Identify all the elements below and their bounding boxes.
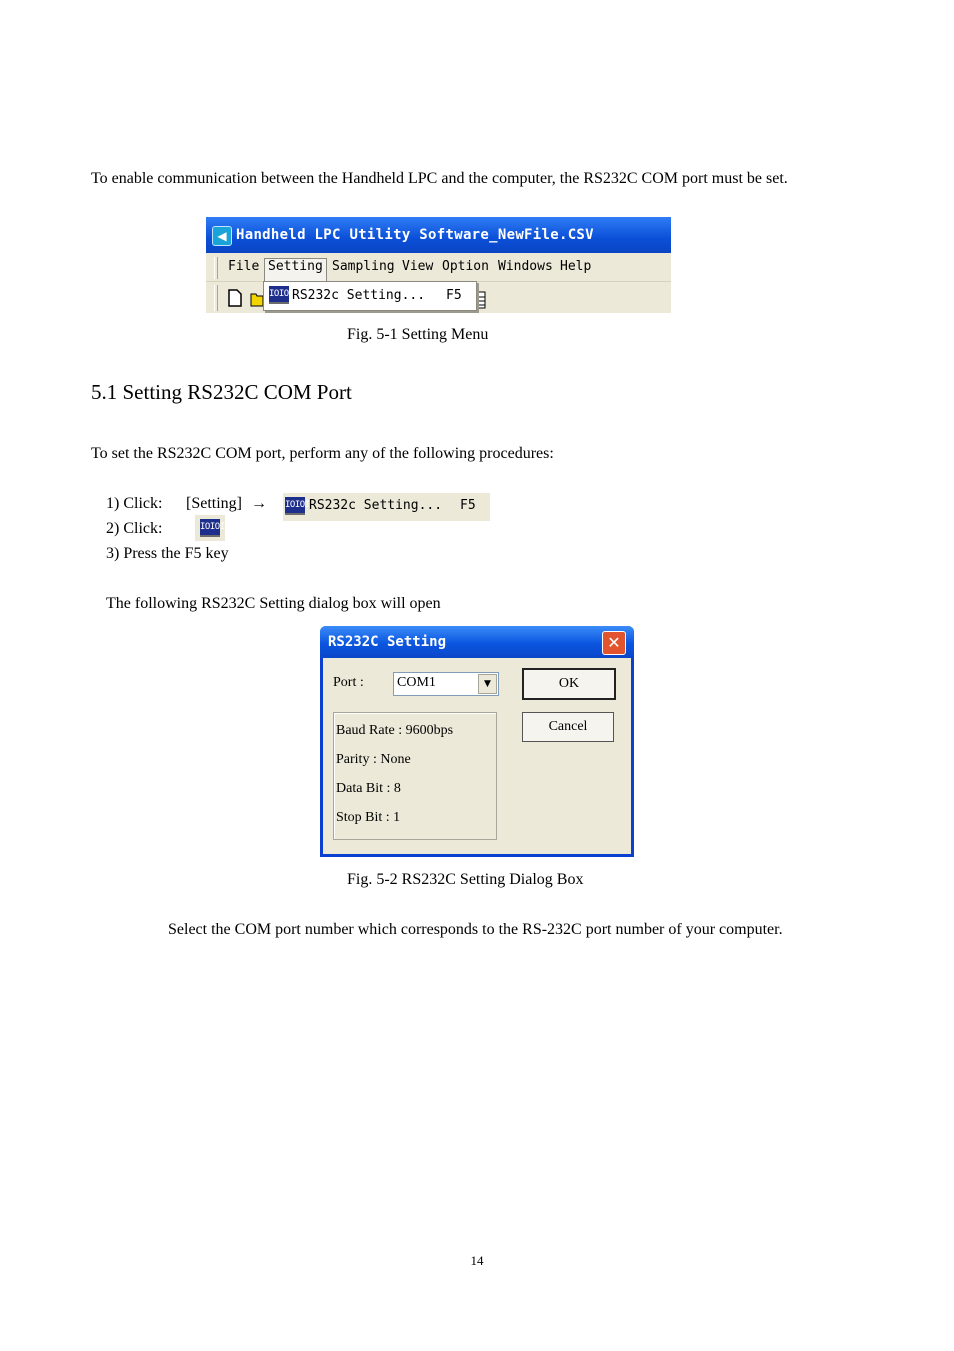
- ok-button[interactable]: OK: [522, 668, 616, 700]
- menu-bar: [206, 255, 671, 282]
- intro-paragraph: To enable communication between the Handheld LPC and the computer, the RS232C COM port must be set.: [91, 170, 788, 187]
- settings-info-box: [333, 712, 497, 840]
- inline-menu-item-image: [283, 493, 490, 521]
- data-bit-text: Data Bit : 8: [336, 781, 401, 796]
- grip-handle: [214, 285, 218, 311]
- dropdown-shortcut: F5: [446, 288, 462, 303]
- toolbar-button-image: [195, 515, 225, 541]
- port-select[interactable]: [393, 672, 499, 696]
- dialog-title: RS232C Setting: [328, 634, 447, 650]
- menu-setting[interactable]: Setting: [264, 258, 327, 281]
- app-icon: ◀: [212, 226, 232, 246]
- binary-port-icon: IOIOI: [269, 286, 289, 304]
- baud-rate-text: Baud Rate : 9600bps: [336, 723, 454, 738]
- arrow-right-icon: →: [251, 495, 267, 512]
- close-icon[interactable]: ✕: [602, 631, 626, 655]
- menu-windows[interactable]: Windows: [498, 259, 553, 274]
- figure-caption-5-2: Fig. 5-2 RS232C Setting Dialog Box: [347, 871, 584, 888]
- section-heading: 5.1 Setting RS232C COM Port: [91, 380, 352, 404]
- menu-file[interactable]: File: [228, 259, 260, 274]
- step-2: 2) Click:: [106, 520, 163, 537]
- setting-dropdown: [263, 281, 477, 311]
- page-number: 14: [470, 1253, 484, 1268]
- step-1-prefix: 1) Click:: [106, 495, 163, 512]
- figure-caption-5-1: Fig. 5-1 Setting Menu: [347, 326, 489, 343]
- dropdown-rs232c-setting[interactable]: RS232c Setting...: [292, 288, 426, 303]
- menu-option[interactable]: Option: [442, 259, 489, 274]
- grip-handle: [214, 257, 218, 279]
- dialog-intro: The following RS232C Setting dialog box will open: [106, 595, 441, 612]
- cancel-button[interactable]: Cancel: [522, 712, 614, 742]
- inline-menu-shortcut: F5: [460, 498, 476, 513]
- menu-help[interactable]: Help: [560, 259, 592, 274]
- setting-menu-screenshot: [206, 217, 671, 313]
- dialog-titlebar: [320, 626, 634, 658]
- rs232c-setting-dialog: [320, 626, 634, 857]
- inline-menu-label: RS232c Setting...: [309, 498, 443, 513]
- open-folder-icon[interactable]: [250, 291, 264, 307]
- step-1-menu: [Setting]: [186, 495, 242, 512]
- new-file-icon[interactable]: [228, 289, 242, 307]
- binary-port-icon: IOIOI: [200, 519, 220, 537]
- port-value: COM1: [397, 675, 436, 690]
- chevron-down-icon[interactable]: ▼: [478, 674, 497, 694]
- step-3: 3) Press the F5 key: [106, 545, 229, 562]
- binary-port-icon: IOIOI: [285, 497, 305, 515]
- dialog-body: [323, 658, 631, 854]
- menu-view[interactable]: View: [402, 259, 434, 274]
- stop-bit-text: Stop Bit : 1: [336, 810, 401, 825]
- menu-sampling[interactable]: Sampling: [332, 259, 395, 274]
- port-label: Port :: [333, 675, 364, 690]
- parity-text: Parity : None: [336, 752, 411, 767]
- window-titlebar: [206, 217, 671, 253]
- procedure-intro: To set the RS232C COM port, perform any of the following procedures:: [91, 445, 554, 462]
- closing-paragraph: Select the COM port number which corresponds to the RS-232C port number of your computer.: [168, 921, 783, 938]
- window-title: Handheld LPC Utility Software_NewFile.CSV: [236, 227, 594, 243]
